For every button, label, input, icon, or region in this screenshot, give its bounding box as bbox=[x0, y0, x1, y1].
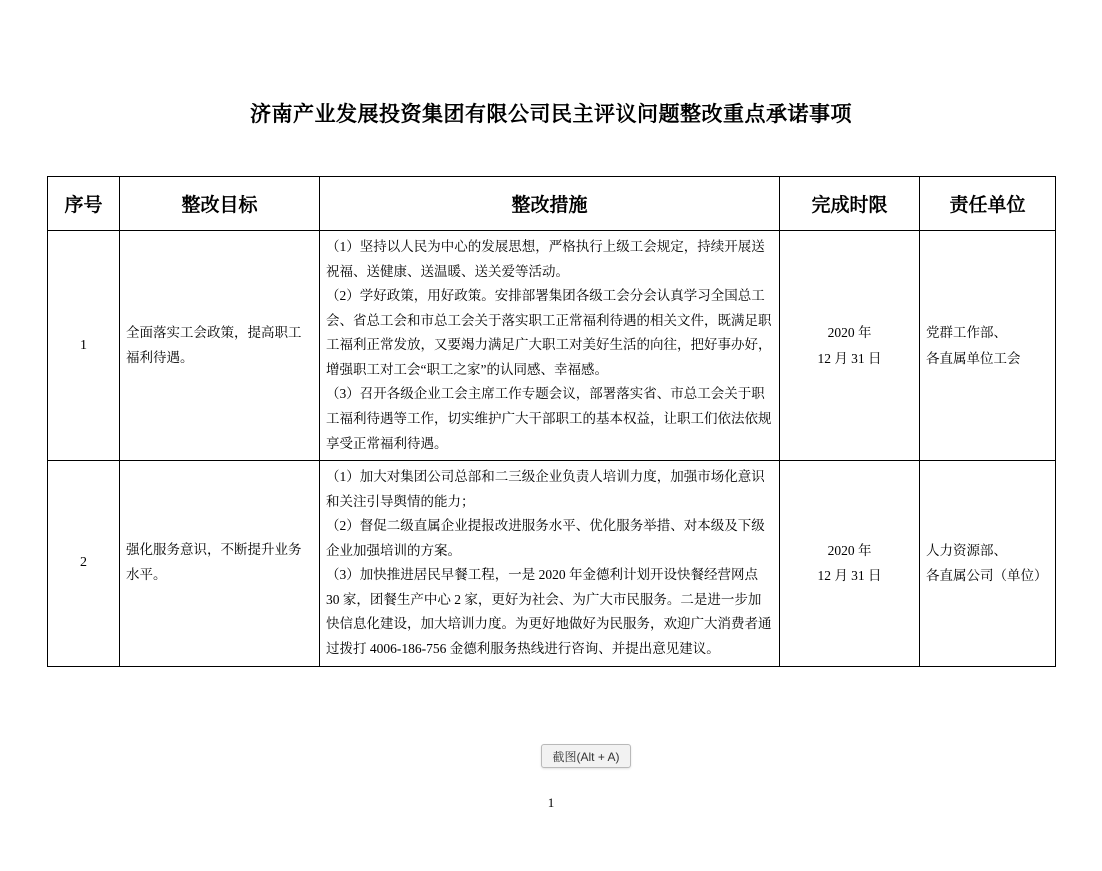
due-line: 2020 年 bbox=[827, 542, 872, 558]
column-header-due: 完成时限 bbox=[780, 177, 920, 231]
owner-line: 人力资源部、 bbox=[926, 542, 1007, 558]
table-row bbox=[48, 461, 1056, 667]
owner-line: 各直属公司（单位） bbox=[926, 568, 1048, 584]
measure-item: （1）坚持以人民为中心的发展思想，严格执行上级工会规定，持续开展送祝福、送健康、送温暖、送关爱等活动。 bbox=[326, 239, 765, 279]
snip-tooltip[interactable]: 截图(Alt + A) bbox=[541, 744, 631, 768]
row-number: 1 bbox=[48, 231, 120, 461]
row-goal: 全面落实工会政策，提高职工福利待遇。 bbox=[120, 231, 320, 461]
row-due bbox=[780, 461, 920, 667]
due-line: 2020 年 bbox=[827, 324, 872, 340]
measure-item: （2）督促二级直属企业提报改进服务水平、优化服务举措、对本级及下级企业加强培训的方案。 bbox=[326, 518, 765, 558]
row-measures bbox=[320, 461, 780, 667]
measure-item: （3）加快推进居民早餐工程，一是 2020 年金德利计划开设快餐经营网点 30 家，团餐生产中心 2 家，更好为社会、为广大市民服务。二是进一步加快信息化建设，加大培训力度。为更好地做好为民服务，欢迎广大消费者通过拨打 4006-186-756 金德利服务热线进行咨询、并提出意见建议。 bbox=[326, 567, 772, 656]
row-due bbox=[780, 231, 920, 461]
due-line: 12 月 31 日 bbox=[817, 350, 882, 366]
column-header-no: 序号 bbox=[48, 177, 120, 231]
column-header-measures: 整改措施 bbox=[320, 177, 780, 231]
measure-item: （3）召开各级企业工会主席工作专题会议，部署落实省、市总工会关于职工福利待遇等工作，切实维护广大干部职工的基本权益，让职工们依法依规享受正常福利待遇。 bbox=[326, 386, 772, 451]
owner-line: 各直属单位工会 bbox=[926, 350, 1021, 366]
row-owner bbox=[920, 231, 1056, 461]
column-header-goal: 整改目标 bbox=[120, 177, 320, 231]
page-title: 济南产业发展投资集团有限公司民主评议问题整改重点承诺事项 bbox=[250, 103, 852, 126]
table-header-row bbox=[48, 177, 1056, 231]
measure-item: （2）学好政策，用好政策。安排部署集团各级工会分会认真学习全国总工会、省总工会和市总工会关于落实职工正常福利待遇的相关文件，既满足职工福利正常发放，又要竭力满足广大职工对美好生活的向往，把好事办好，增强职工对工会“职工之家”的认同感、幸福感。 bbox=[326, 288, 772, 377]
commitments-table-wrapper bbox=[47, 176, 1055, 667]
column-header-owner: 责任单位 bbox=[920, 177, 1056, 231]
table-row bbox=[48, 231, 1056, 461]
commitments-table bbox=[47, 176, 1056, 667]
row-goal: 强化服务意识，不断提升业务水平。 bbox=[120, 461, 320, 667]
document-page bbox=[0, 98, 1102, 871]
row-number: 2 bbox=[48, 461, 120, 667]
row-owner bbox=[920, 461, 1056, 667]
due-line: 12 月 31 日 bbox=[817, 568, 882, 584]
owner-line: 党群工作部、 bbox=[926, 324, 1007, 340]
row-measures bbox=[320, 231, 780, 461]
measure-item: （1）加大对集团公司总部和二三级企业负责人培训力度，加强市场化意识和关注引导舆情的能力； bbox=[326, 469, 765, 509]
page-number: 1 bbox=[547, 795, 555, 810]
